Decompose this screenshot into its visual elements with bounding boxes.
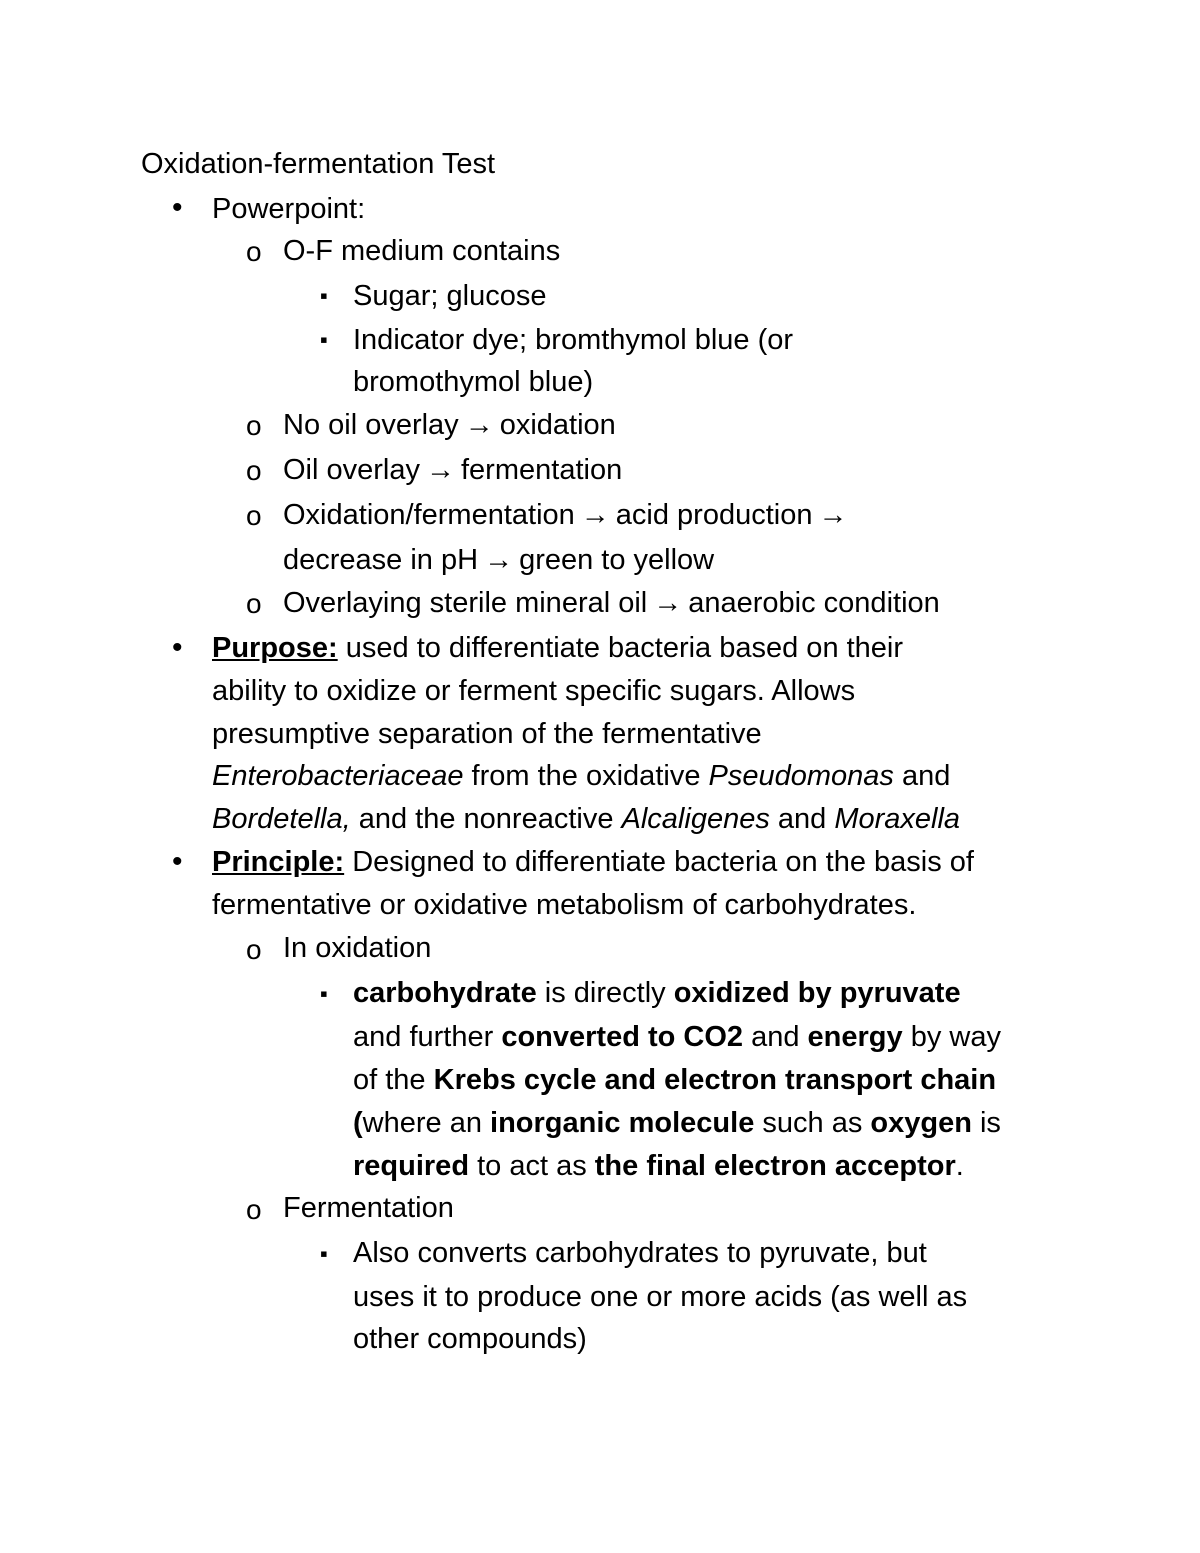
document-title: Oxidation-fermentation Test [141,148,496,180]
bullet-circle: o [246,588,262,619]
bullet-circle: o [246,1194,262,1225]
arrow-icon: → [580,499,610,531]
arrow-icon: → [653,587,683,619]
of-item-line2: decrease in pH → green to yellow [283,544,715,576]
oil-item: Oil overlay → fermentation [283,454,623,486]
bullet-square: ▪ [320,283,328,308]
sugar-item: Sugar; glucose [353,280,547,312]
purpose-label: Purpose: [212,632,338,664]
purpose-line2: ability to oxidize or ferment specific sugars. Allows [212,675,856,707]
overlay-item: Overlaying sterile mineral oil → anaerobic condition [283,587,940,619]
oxidation-line3: of the Krebs cycle and electron transport chain [353,1064,997,1096]
powerpoint-heading: Powerpoint: [212,193,366,225]
purpose-line5: Bordetella, and the nonreactive Alcaligenes and Moraxella [212,803,961,835]
bullet-disc: • [172,191,183,224]
dye-item-line2: bromothymol blue) [353,366,594,398]
medium-item: O-F medium contains [283,235,561,267]
arrow-icon: → [484,544,514,576]
purpose-line1: Purpose: used to differentiate bacteria based on their [212,632,904,664]
bullet-circle: o [246,934,262,965]
arrow-icon: → [426,454,455,486]
bullet-circle: o [246,236,262,267]
bullet-square: ▪ [320,1241,328,1266]
oxidation-line5: required to act as the final electron acceptor. [353,1150,964,1182]
arrow-icon: → [464,409,494,441]
bullet-disc: • [172,631,183,664]
bullet-circle: o [246,455,262,486]
fermentation-line3: other compounds) [353,1323,587,1355]
principle-label: Principle: [212,846,345,878]
bullet-disc: • [172,845,183,878]
bullet-square: ▪ [320,327,328,352]
bullet-square: ▪ [320,981,328,1006]
oxidation-line4: (where an inorganic molecule such as oxygen is [353,1107,1001,1139]
oxidation-line2: and further converted to CO2 and energy by way [353,1021,1001,1053]
oxidation-heading: In oxidation [283,932,432,964]
fermentation-line2: uses it to produce one or more acids (as well as [353,1281,968,1313]
fermentation-line1: Also converts carbohydrates to pyruvate, but [353,1237,927,1269]
purpose-line4: Enterobacteriaceae from the oxidative Pseudomonas and [212,760,951,792]
bullet-circle: o [246,410,262,441]
fermentation-heading: Fermentation [283,1192,454,1224]
principle-line1: Principle: Designed to differentiate bacteria on the basis of [212,846,974,878]
bullet-circle: o [246,500,262,531]
purpose-line3: presumptive separation of the fermentative [212,718,762,750]
oxidation-line1: carbohydrate is directly oxidized by pyruvate [353,977,961,1009]
principle-line2: fermentative or oxidative metabolism of carbohydrates. [212,889,917,921]
no-oil-item: No oil overlay → oxidation [283,409,616,441]
arrow-icon: → [818,499,848,531]
dye-item-line1: Indicator dye; bromthymol blue (or [353,324,794,356]
of-item-line1: Oxidation/fermentation → acid production → [283,497,853,533]
